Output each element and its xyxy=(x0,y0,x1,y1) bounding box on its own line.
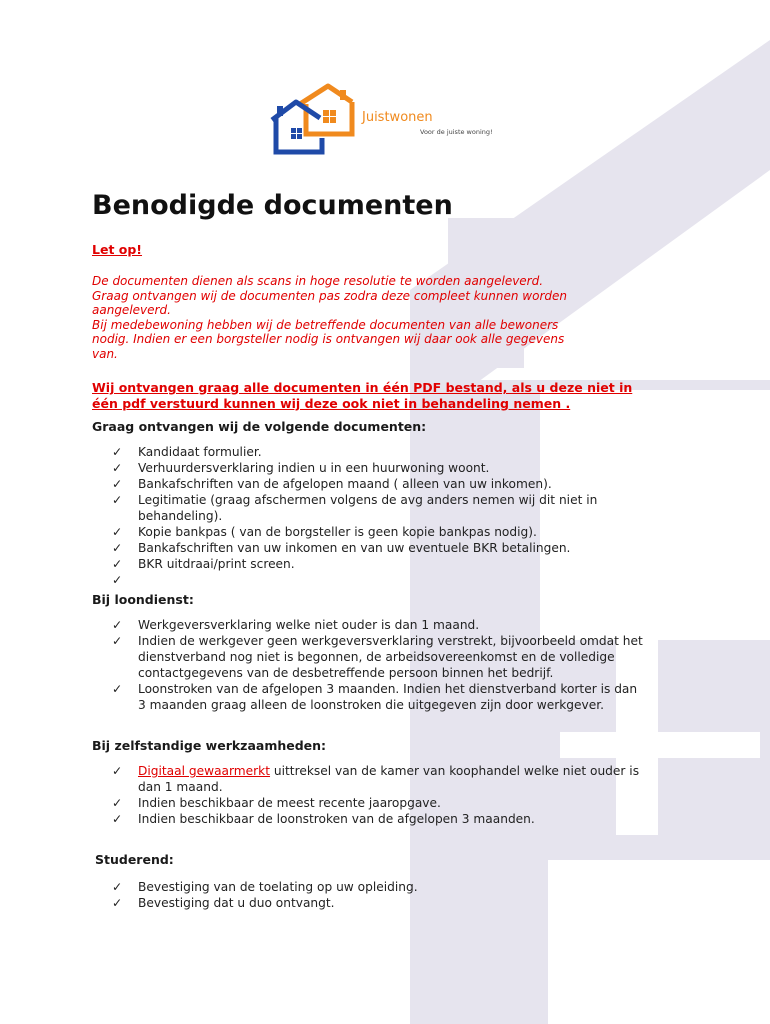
notice-text xyxy=(92,274,612,361)
notice-line: De documenten dienen als scans in hoge resolutie te worden aangeleverd. xyxy=(92,274,544,288)
checkmark-icon: ✓ xyxy=(112,541,123,555)
section-title-employment: Bij loondienst: xyxy=(92,592,194,607)
checkmark-icon: ✓ xyxy=(112,525,123,539)
checkmark-icon: ✓ xyxy=(112,896,123,910)
list-item: ✓ Verhuurdersverklaring indien u in een huurwoning woont. xyxy=(112,461,490,475)
list-item: ✓ BKR uitdraai/print screen. xyxy=(112,557,295,571)
notice-heading: Let op! xyxy=(92,242,143,257)
logo-name: Juistwonen xyxy=(362,110,433,125)
general-documents-list xyxy=(112,444,597,588)
digitaal-gewaarmerkt-link[interactable]: Digitaal gewaarmerkt xyxy=(138,764,271,778)
checkmark-icon: ✓ xyxy=(112,573,123,587)
self-employed-documents-list xyxy=(112,763,639,827)
checkmark-icon: ✓ xyxy=(112,812,123,826)
checkmark-icon: ✓ xyxy=(112,634,123,648)
list-item: ✓ Indien beschikbaar de meest recente jaaropgave. xyxy=(112,796,441,810)
logo-tagline: Voor de juiste woning! xyxy=(420,128,493,136)
list-item: ✓ Werkgeversverklaring welke niet ouder is dan 1 maand. xyxy=(112,618,480,632)
pdf-warning xyxy=(92,380,672,412)
list-item xyxy=(112,572,597,588)
checkmark-icon: ✓ xyxy=(112,796,123,810)
checkmark-icon: ✓ xyxy=(112,618,123,632)
checkmark-icon: ✓ xyxy=(112,682,123,696)
checkmark-icon: ✓ xyxy=(112,493,123,507)
list-item: ✓ Bankafschriften van de afgelopen maand ( alleen van uw inkomen). xyxy=(112,477,552,491)
list-item: ✓ Bankafschriften van uw inkomen en van uw eventuele BKR betalingen. xyxy=(112,541,571,555)
checkmark-icon: ✓ xyxy=(112,477,123,491)
section-title-self-employed: Bij zelfstandige werkzaamheden: xyxy=(92,738,327,753)
list-item: ✓ Bevestiging van de toelating op uw opleiding. xyxy=(112,880,418,894)
checkmark-icon: ✓ xyxy=(112,461,123,475)
list-item: ✓ Indien de werkgever geen werkgeversverklaring verstrekt, bijvoorbeeld omdat het dienstverband nog niet is begonnen, de arbeidsovereenkomst en de volledige contactgegevens van de desbetreffende persoon binnen het bedrijf. xyxy=(112,634,643,680)
section-title-general: Graag ontvangen wij de volgende documenten: xyxy=(92,419,427,434)
notice-line: aangeleverd. xyxy=(92,303,171,317)
checkmark-icon: ✓ xyxy=(112,880,123,894)
list-item: ✓ Indien beschikbaar de loonstroken van de afgelopen 3 maanden. xyxy=(112,812,535,826)
list-item: ✓ Kopie bankpas ( van de borgsteller is geen kopie bankpas nodig). xyxy=(112,525,537,539)
notice-line: van. xyxy=(92,346,118,361)
checkmark-icon: ✓ xyxy=(112,764,123,778)
list-item: ✓ Legitimatie (graag afschermen volgens de avg anders nemen wij dit niet in behandeling). xyxy=(112,493,598,523)
employment-documents-list xyxy=(112,617,643,713)
notice-line: Bij medebewoning hebben wij de betreffende documenten van alle bewoners xyxy=(92,317,559,332)
checkmark-icon: ✓ xyxy=(112,445,123,459)
section-title-studying: Studerend: xyxy=(95,852,174,867)
list-item: ✓ Digitaal gewaarmerkt uittreksel van de kamer van koophandel welke niet ouder is dan 1 maand. xyxy=(112,764,640,794)
notice-line: nodig. Indien er een borgsteller nodig is ontvangen wij daar ook alle gegevens xyxy=(92,332,565,346)
juistwonen-logo xyxy=(270,82,510,158)
notice-line: Graag ontvangen wij de documenten pas zodra deze compleet kunnen worden xyxy=(92,288,567,303)
studying-documents-list xyxy=(112,879,418,911)
list-item: ✓ Kandidaat formulier. xyxy=(112,445,262,459)
checkmark-icon: ✓ xyxy=(112,557,123,571)
warning-line: één pdf verstuurd kunnen wij deze ook niet in behandeling nemen . xyxy=(92,396,571,411)
warning-line: Wij ontvangen graag alle documenten in één PDF bestand, als u deze niet in xyxy=(92,380,633,395)
house-logo-icon xyxy=(270,82,362,158)
list-item: ✓ Bevestiging dat u duo ontvangt. xyxy=(112,896,335,910)
list-item: ✓ Loonstroken van de afgelopen 3 maanden. Indien het dienstverband korter is dan 3 maanden graag alleen de loonstroken die uitgegeven zijn door werkgever. xyxy=(112,682,638,712)
page-title: Benodigde documenten xyxy=(92,190,453,221)
